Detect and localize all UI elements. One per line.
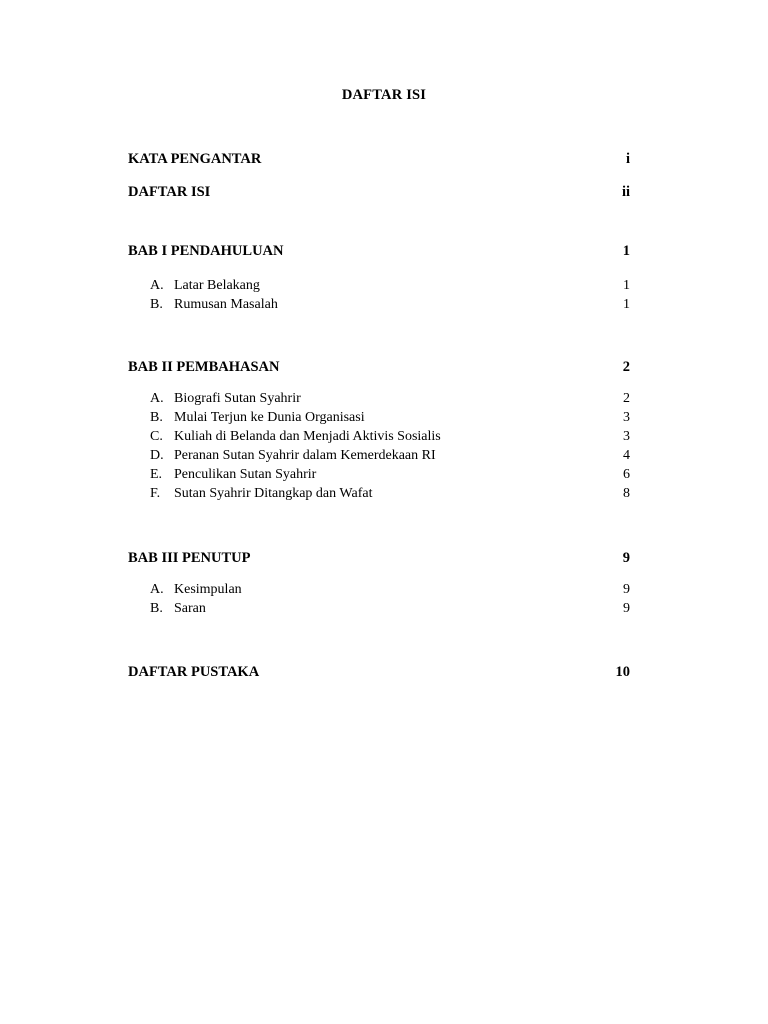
toc-front-matter-1 [128,149,630,169]
subentry-letter: D. [150,448,164,463]
subentry-letter: B. [150,297,163,312]
toc-subentry [128,599,630,618]
chapter-page: 9 [622,550,630,566]
subentry-page: 8 [623,486,630,501]
subentry-letter: B. [150,410,163,425]
toc-front-matter-2 [128,182,630,202]
chapter-heading-bab-2 [128,357,630,377]
toc-entry [128,357,630,377]
subentry-letter: A. [150,278,164,293]
subentry-letter: E. [150,467,163,482]
toc-entry-page: i [625,151,630,167]
chapter-title: BAB I PENDAHULUAN [128,243,284,259]
page-title: DAFTAR ISI [341,87,427,103]
chapter-items-bab-2 [128,389,630,503]
toc-subentry [128,295,630,314]
subentry-label: Penculikan Sutan Syahrir [174,467,317,482]
subentry-page: 1 [623,278,630,293]
subentry-page: 1 [623,297,630,312]
subentry-label: Rumusan Masalah [174,297,278,312]
subentry-page: 4 [623,448,630,463]
toc-subentry [128,484,630,503]
subentry-label: Saran [174,601,206,616]
toc-subentry [128,408,630,427]
toc-subentry [128,580,630,599]
subentry-page: 2 [623,391,630,406]
subentry-page: 3 [623,410,630,425]
toc-back-matter [128,662,630,682]
subentry-page: 9 [623,582,630,597]
subentry-label: Latar Belakang [174,278,260,293]
subentry-label: Sutan Syahrir Ditangkap dan Wafat [174,486,373,501]
toc-subentry [128,427,630,446]
chapter-page: 1 [622,243,630,259]
subentry-letter: A. [150,391,164,406]
subentry-letter: F. [150,486,161,501]
toc-entry [128,241,630,261]
toc-entry-page: 10 [615,664,630,680]
subentry-label: Kuliah di Belanda dan Menjadi Aktivis Sosialis [174,429,441,444]
toc-subentry [128,389,630,408]
subentry-label: Mulai Terjun ke Dunia Organisasi [174,410,365,425]
chapter-title: BAB III PENUTUP [128,550,251,566]
subentry-page: 9 [623,601,630,616]
chapter-title: BAB II PEMBAHASAN [128,359,280,375]
toc-entry-page: ii [621,184,630,200]
toc-subentry [128,465,630,484]
subentry-label: Biografi Sutan Syahrir [174,391,301,406]
toc-entry [128,548,630,568]
chapter-items-bab-3 [128,580,630,618]
toc-subentry [128,276,630,295]
toc-entry [128,662,630,682]
chapter-items-bab-1 [128,276,630,314]
toc-entry-label: DAFTAR ISI [128,184,211,200]
subentry-page: 6 [623,467,630,482]
chapter-heading-bab-3 [128,548,630,568]
subentry-label: Kesimpulan [174,582,242,597]
subentry-letter: A. [150,582,164,597]
subentry-letter: B. [150,601,163,616]
subentry-letter: C. [150,429,163,444]
toc-entry-label: KATA PENGANTAR [128,151,262,167]
chapter-page: 2 [622,359,630,375]
toc-entry [128,182,630,202]
subentry-page: 3 [623,429,630,444]
chapter-heading-bab-1 [128,241,630,261]
toc-entry-label: DAFTAR PUSTAKA [128,664,260,680]
subentry-label: Peranan Sutan Syahrir dalam Kemerdekaan RI [174,448,436,463]
toc-entry [128,149,630,169]
toc-subentry [128,446,630,465]
